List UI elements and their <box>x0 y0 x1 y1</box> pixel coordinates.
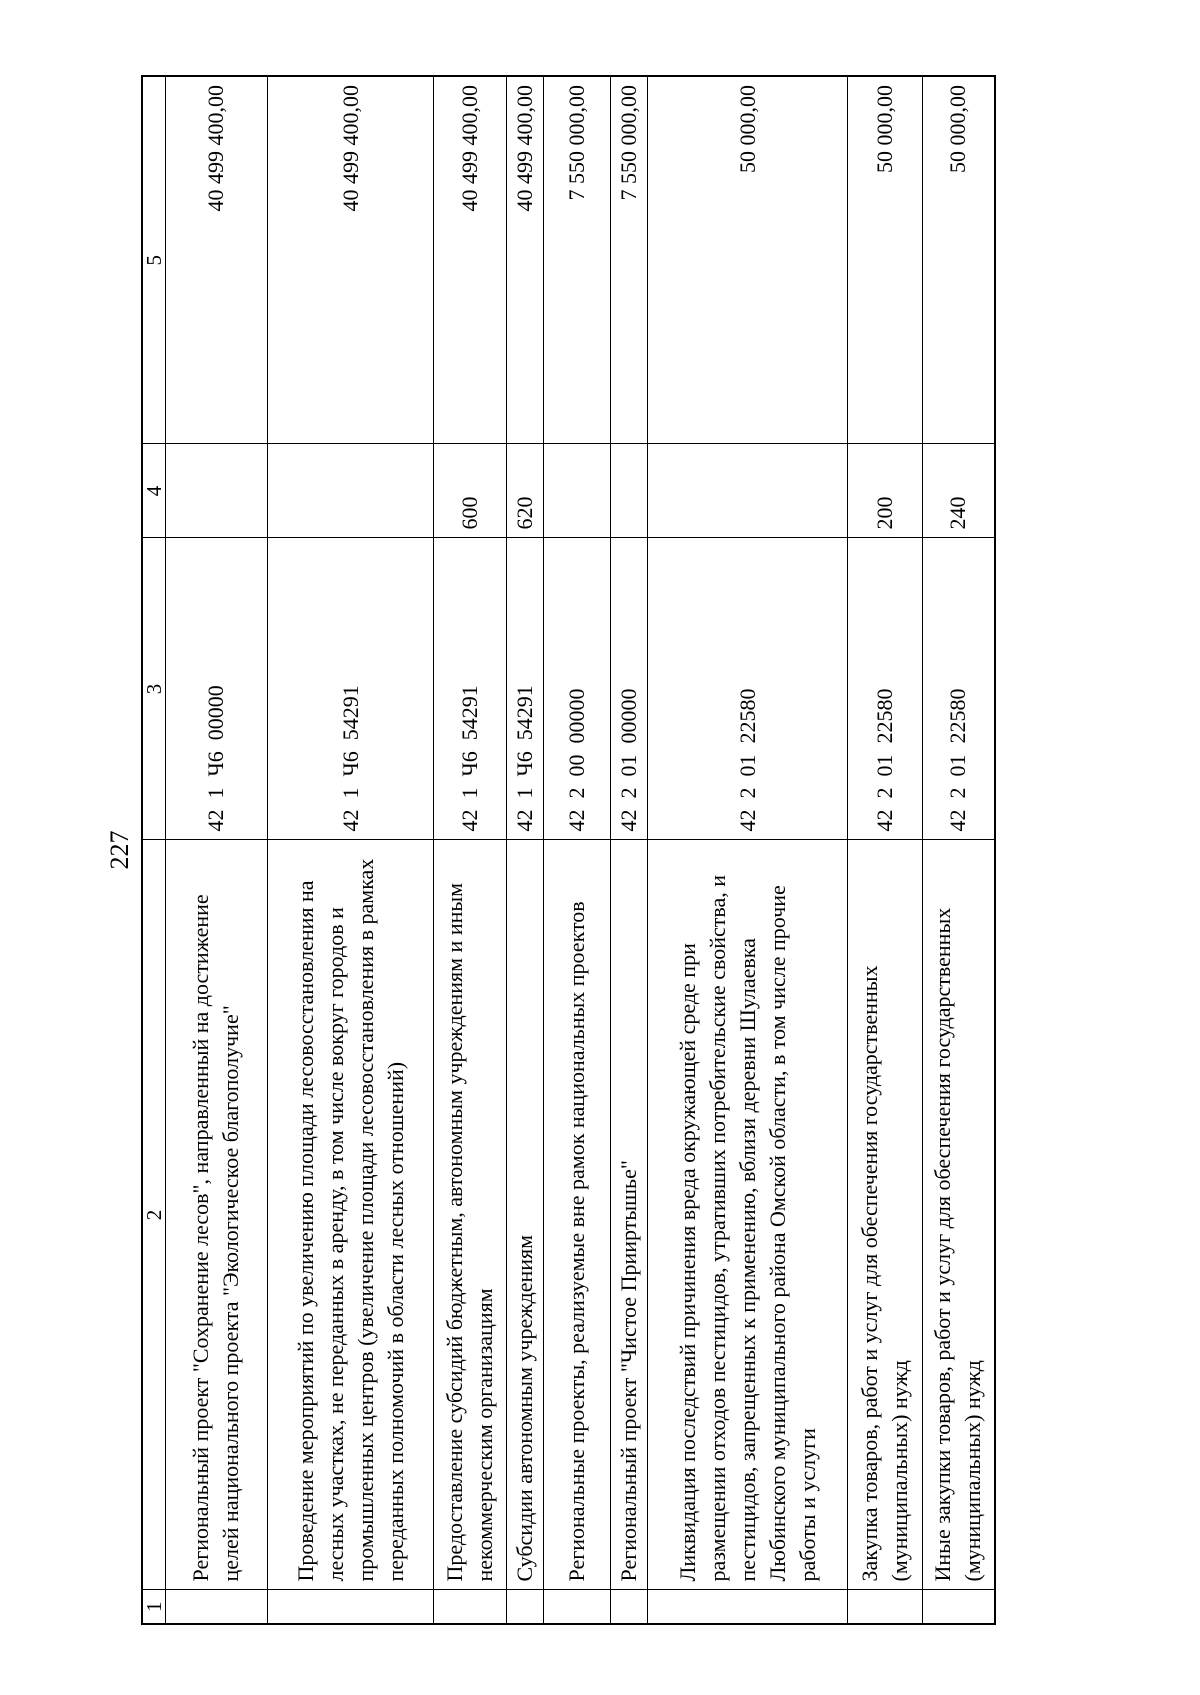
table-row <box>166 76 268 1624</box>
table-row <box>847 76 922 1624</box>
budget-table-container <box>141 77 996 1625</box>
row-expense-type: 600 <box>434 444 507 538</box>
row-code: 42 2 01 00000 <box>610 538 647 840</box>
row-number <box>610 1590 647 1624</box>
row-code: 42 1 Ч6 54291 <box>506 538 543 840</box>
row-expense-type <box>610 444 647 538</box>
page-number: 227 <box>105 830 134 870</box>
row-sum: 50 000,00 <box>922 76 995 444</box>
table-row <box>648 76 848 1624</box>
table-header-row <box>142 76 166 1624</box>
column-header-1: 1 <box>142 1590 166 1624</box>
row-expense-type: 620 <box>506 444 543 538</box>
row-number <box>922 1590 995 1624</box>
row-sum: 40 499 400,00 <box>166 76 268 444</box>
table-row <box>434 76 507 1624</box>
row-expense-type <box>267 444 433 538</box>
row-sum: 50 000,00 <box>847 76 922 444</box>
column-header-4: 4 <box>142 444 166 538</box>
row-sum: 7 550 000,00 <box>610 76 647 444</box>
table-row <box>267 76 433 1624</box>
row-sum: 40 499 400,00 <box>434 76 507 444</box>
row-code: 42 2 01 22580 <box>847 538 922 840</box>
column-header-3: 3 <box>142 538 166 840</box>
row-sum: 40 499 400,00 <box>267 76 433 444</box>
row-sum: 50 000,00 <box>648 76 848 444</box>
row-code: 42 2 00 00000 <box>544 538 611 840</box>
row-expense-type <box>544 444 611 538</box>
row-name: Региональный проект "Сохранение лесов", направленный на достижение целей национального проекта "Экологическое благополучие" <box>166 840 268 1590</box>
row-sum: 40 499 400,00 <box>506 76 543 444</box>
row-number <box>506 1590 543 1624</box>
column-header-2: 2 <box>142 840 166 1590</box>
row-number <box>267 1590 433 1624</box>
row-code: 42 1 Ч6 00000 <box>166 538 268 840</box>
table-row <box>544 76 611 1624</box>
row-code: 42 1 Ч6 54291 <box>267 538 433 840</box>
row-expense-type <box>166 444 268 538</box>
budget-table <box>141 75 996 1625</box>
row-name: Проведение мероприятий по увеличению площади лесовосстановления на лесных участках, не переданных в аренду, в том числе вокруг городов и промышленных центров (увеличение площади лесовосстановления в рамках переданных полномочий в области лесных отношений) <box>267 840 433 1590</box>
row-name: Ликвидация последствий причинения вреда окружающей среде при размещении отходов пестицидов, утративших потребительские свойства, и пестицидов, запрещенных к применению, вблизи деревни Шулаевка Любинского муниципального района Омской области, в том числе прочие работы и услуги <box>648 840 848 1590</box>
row-name: Региональные проекты, реализуемые вне рамок национальных проектов <box>544 840 611 1590</box>
table-row <box>922 76 995 1624</box>
row-expense-type: 200 <box>847 444 922 538</box>
row-number <box>648 1590 848 1624</box>
row-expense-type: 240 <box>922 444 995 538</box>
row-code: 42 2 01 22580 <box>922 538 995 840</box>
row-name: Субсидии автономным учреждениям <box>506 840 543 1590</box>
table-row <box>610 76 647 1624</box>
row-code: 42 2 01 22580 <box>648 538 848 840</box>
row-name: Региональный проект "Чистое Прииртышье" <box>610 840 647 1590</box>
row-name: Иные закупки товаров, работ и услуг для обеспечения государственных (муниципальных) нужд <box>922 840 995 1590</box>
column-header-5: 5 <box>142 76 166 444</box>
row-expense-type <box>648 444 848 538</box>
row-code: 42 1 Ч6 54291 <box>434 538 507 840</box>
table-row <box>506 76 543 1624</box>
row-name: Предоставление субсидий бюджетным, автономным учреждениям и иным некоммерческим организациям <box>434 840 507 1590</box>
row-number <box>166 1590 268 1624</box>
row-number <box>847 1590 922 1624</box>
row-number <box>544 1590 611 1624</box>
row-name: Закупка товаров, работ и услуг для обеспечения государственных (муниципальных) нужд <box>847 840 922 1590</box>
row-sum: 7 550 000,00 <box>544 76 611 444</box>
row-number <box>434 1590 507 1624</box>
